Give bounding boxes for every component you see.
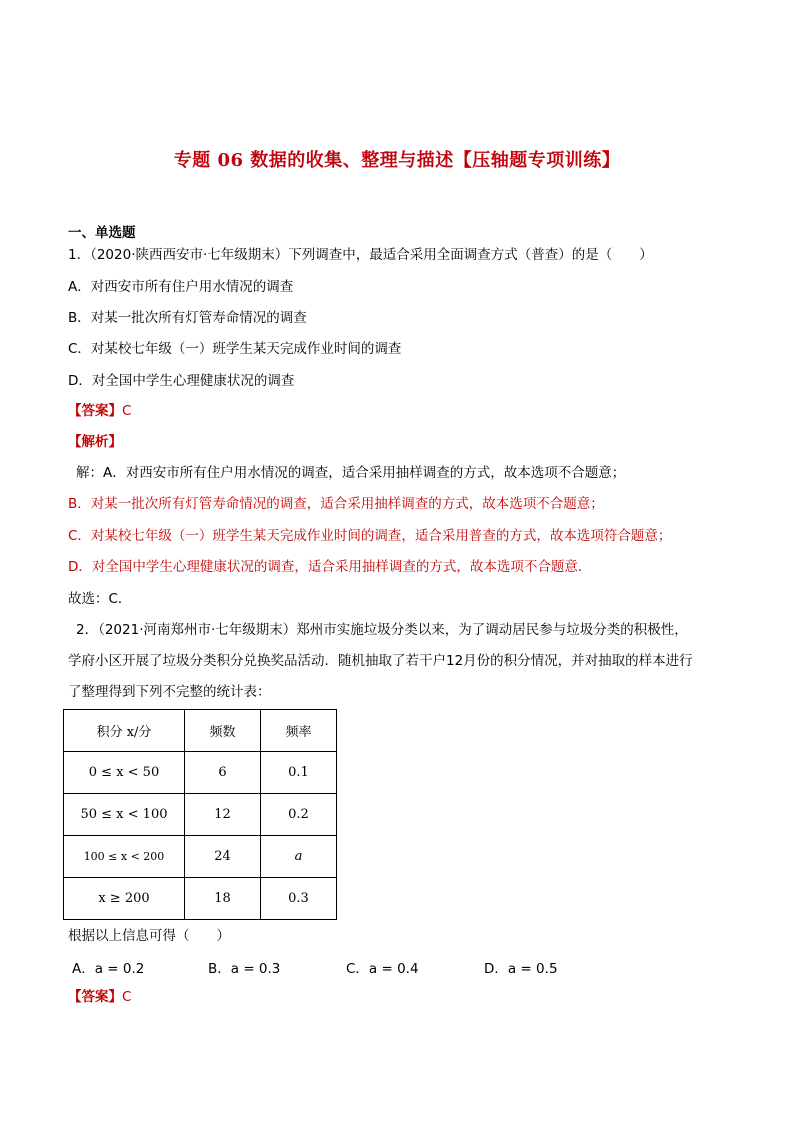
q1-answer bbox=[68, 401, 131, 421]
q1-option-b: B．对某一批次所有灯管寿命情况的调查 bbox=[68, 310, 307, 326]
table-header-row bbox=[64, 710, 337, 752]
q1-analysis-c-text: C．对某校七年级（一）班学生某天完成作业时间的调查，适合采用普查的方式，故本选项符合题意； bbox=[68, 528, 672, 544]
q1-option-a: A．对西安市所有住户用水情况的调查 bbox=[68, 279, 294, 295]
table-cell: 24 bbox=[185, 836, 261, 878]
table-cell: 12 bbox=[185, 794, 261, 836]
table-cell: x ≥ 200 bbox=[64, 878, 185, 920]
section-heading: 一、单选题 bbox=[68, 225, 136, 241]
table-cell: 18 bbox=[185, 878, 261, 920]
q2-answer bbox=[68, 987, 131, 1007]
q1-conclusion: 故选：C． bbox=[68, 591, 132, 607]
answer-value: C bbox=[122, 989, 132, 1005]
table-cell: 50 ≤ x < 100 bbox=[64, 794, 185, 836]
table-row bbox=[64, 794, 337, 836]
table-header: 积分 x/分 bbox=[64, 710, 185, 752]
table-cell: a bbox=[261, 836, 337, 878]
table-row bbox=[64, 836, 337, 878]
answer-tag: 【答案】 bbox=[68, 403, 122, 419]
q2-prompt: 根据以上信息可得（ ） bbox=[68, 928, 230, 944]
frequency-table bbox=[63, 709, 337, 920]
table-row bbox=[64, 878, 337, 920]
table-cell: 0.2 bbox=[261, 794, 337, 836]
q2-option-c: C．a = 0.4 bbox=[346, 961, 419, 977]
q2-stem-line-2: 学府小区开展了垃圾分类积分兑换奖品活动．随机抽取了若干户12月份的积分情况，并对抽取的样本进行 bbox=[68, 653, 693, 669]
q1-analysis-d-text: D．对全国中学生心理健康状况的调查，适合采用抽样调查的方式，故本选项不合题意． bbox=[68, 559, 592, 575]
answer-tag: 【答案】 bbox=[68, 989, 122, 1005]
table-cell: 0 ≤ x < 50 bbox=[64, 752, 185, 794]
q1-analysis-tag: 【解析】 bbox=[68, 434, 122, 450]
q1-analysis-line-c bbox=[68, 526, 671, 546]
table-cell: 0.3 bbox=[261, 878, 337, 920]
q2-option-a: A．a = 0.2 bbox=[72, 961, 145, 977]
q1-stem: 1．（2020·陕西西安市·七年级期末）下列调查中，最适合采用全面调查方式（普查）的是（ ） bbox=[68, 247, 653, 263]
q1-option-c: C．对某校七年级（一）班学生某天完成作业时间的调查 bbox=[68, 341, 402, 357]
q1-analysis-line-b bbox=[68, 494, 604, 514]
table-header: 频率 bbox=[261, 710, 337, 752]
q2-stem-line-3: 了整理得到下列不完整的统计表： bbox=[68, 684, 271, 700]
answer-value: C bbox=[122, 403, 132, 419]
q1-analysis-line-d bbox=[68, 557, 591, 577]
table-cell: 100 ≤ x < 200 bbox=[64, 836, 185, 878]
table-row bbox=[64, 752, 337, 794]
q2-stem-line-1: 2．（2021·河南郑州市·七年级期末）郑州市实施垃圾分类以来，为了调动居民参与垃圾分类的积极性， bbox=[76, 622, 688, 638]
table-cell: 6 bbox=[185, 752, 261, 794]
document-title: 专题 06 数据的收集、整理与描述【压轴题专项训练】 bbox=[173, 150, 621, 171]
table-header: 频数 bbox=[185, 710, 261, 752]
q2-option-b: B．a = 0.3 bbox=[208, 961, 281, 977]
q2-option-d: D．a = 0.5 bbox=[484, 961, 558, 977]
q1-analysis-b-text: B．对某一批次所有灯管寿命情况的调查，适合采用抽样调查的方式，故本选项不合题意； bbox=[68, 496, 604, 512]
q1-option-d: D．对全国中学生心理健康状况的调查 bbox=[68, 373, 295, 389]
table-cell: 0.1 bbox=[261, 752, 337, 794]
q1-analysis-line-a: 解：A．对西安市所有住户用水情况的调查，适合采用抽样调查的方式，故本选项不合题意； bbox=[76, 465, 626, 481]
